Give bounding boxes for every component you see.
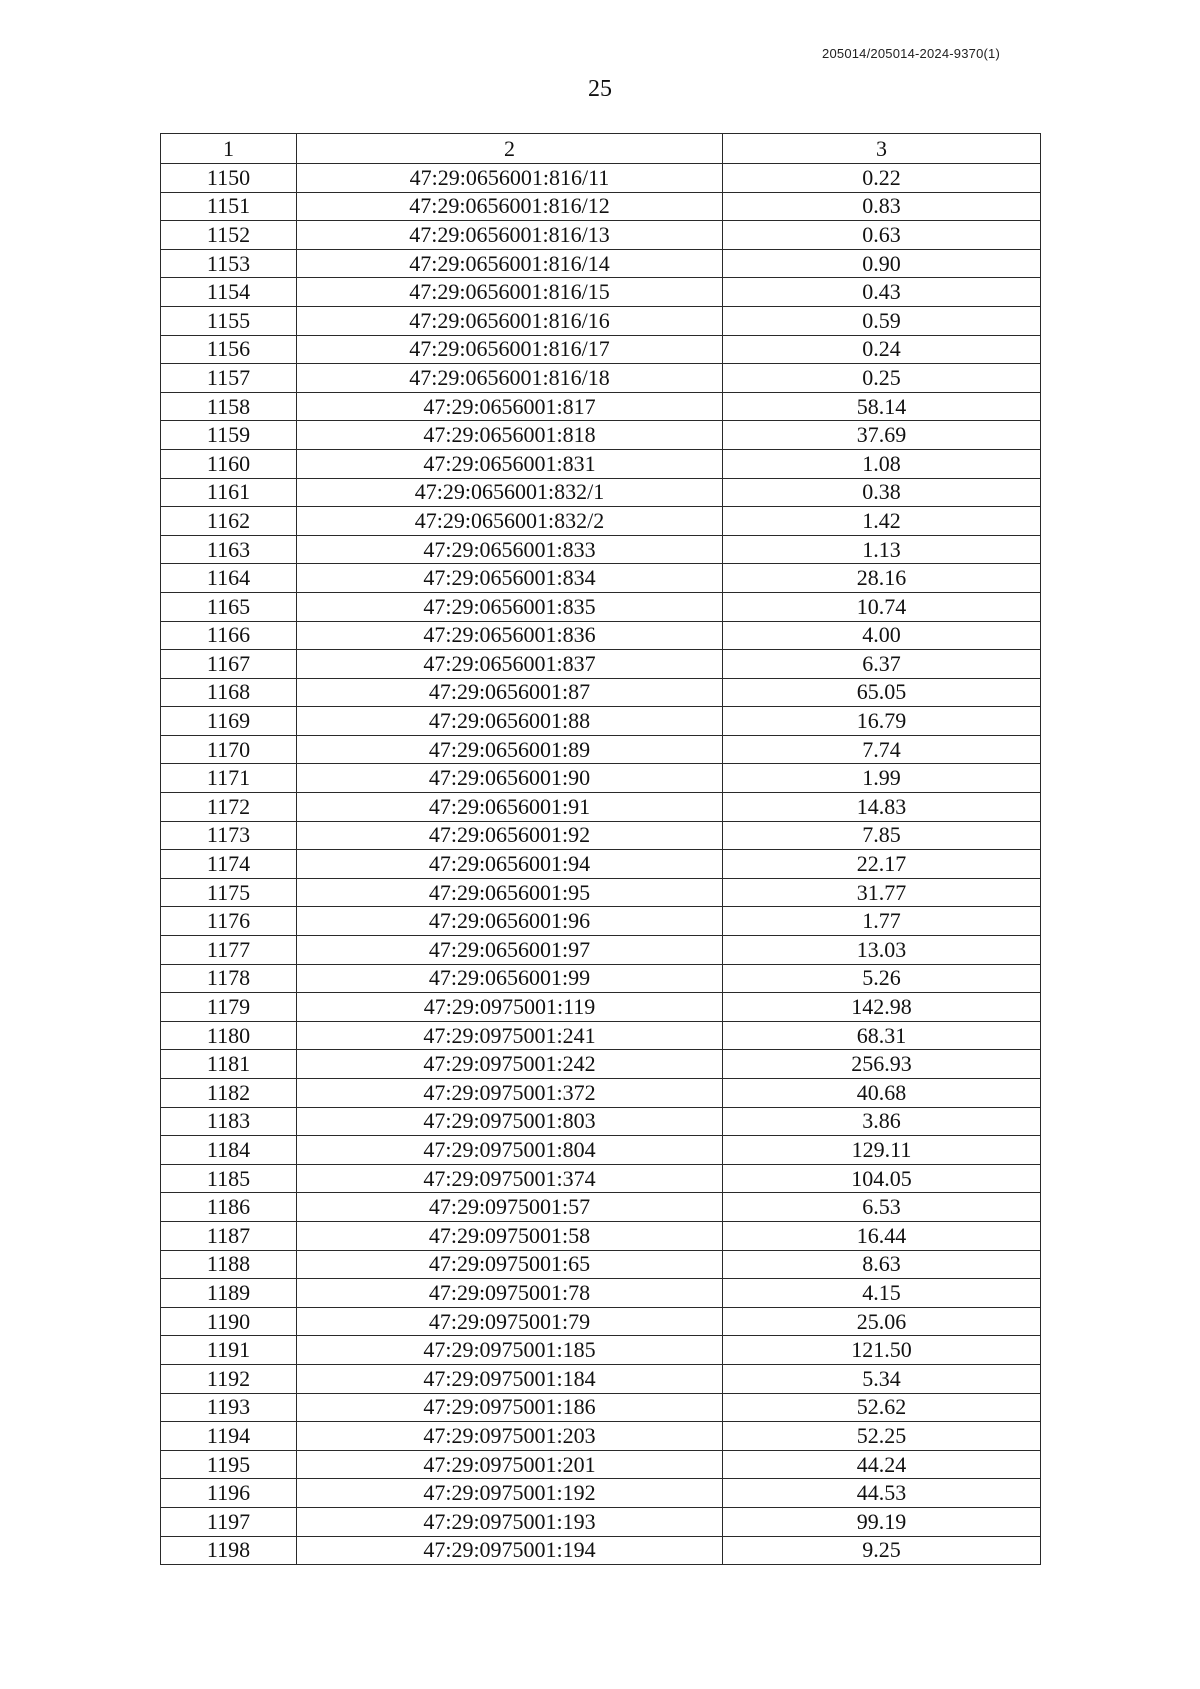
row-number-cell: 1195 — [161, 1450, 297, 1479]
cadastral-number-cell: 47:29:0975001:65 — [297, 1250, 723, 1279]
column-header-3: 3 — [723, 134, 1041, 164]
table-row — [161, 936, 1041, 965]
table-row — [161, 993, 1041, 1022]
cadastral-number-cell: 47:29:0656001:816/18 — [297, 364, 723, 393]
row-number-cell: 1158 — [161, 392, 297, 421]
row-number-cell: 1175 — [161, 878, 297, 907]
table-row — [161, 507, 1041, 536]
cadastral-number-cell: 47:29:0656001:816/11 — [297, 164, 723, 193]
table-row — [161, 278, 1041, 307]
value-cell: 142.98 — [723, 993, 1041, 1022]
value-cell: 52.62 — [723, 1393, 1041, 1422]
cadastral-number-cell: 47:29:0656001:94 — [297, 850, 723, 879]
cadastral-number-cell: 47:29:0656001:833 — [297, 535, 723, 564]
table-row — [161, 392, 1041, 421]
cadastral-number-cell: 47:29:0656001:832/1 — [297, 478, 723, 507]
cadastral-number-cell: 47:29:0656001:831 — [297, 449, 723, 478]
row-number-cell: 1194 — [161, 1422, 297, 1451]
row-number-cell: 1172 — [161, 793, 297, 822]
cadastral-number-cell: 47:29:0975001:186 — [297, 1393, 723, 1422]
table-row — [161, 164, 1041, 193]
cadastral-number-cell: 47:29:0975001:58 — [297, 1221, 723, 1250]
table-body — [161, 164, 1041, 1565]
value-cell: 7.85 — [723, 821, 1041, 850]
row-number-cell: 1187 — [161, 1221, 297, 1250]
cadastral-number-cell: 47:29:0656001:816/15 — [297, 278, 723, 307]
cadastral-number-cell: 47:29:0975001:803 — [297, 1107, 723, 1136]
row-number-cell: 1169 — [161, 707, 297, 736]
cadastral-number-cell: 47:29:0975001:79 — [297, 1307, 723, 1336]
cadastral-number-cell: 47:29:0656001:91 — [297, 793, 723, 822]
table-row — [161, 1536, 1041, 1565]
cadastral-number-cell: 47:29:0975001:372 — [297, 1079, 723, 1108]
cadastral-number-cell: 47:29:0656001:832/2 — [297, 507, 723, 536]
row-number-cell: 1152 — [161, 221, 297, 250]
cadastral-number-cell: 47:29:0975001:192 — [297, 1479, 723, 1508]
table-row — [161, 964, 1041, 993]
value-cell: 44.53 — [723, 1479, 1041, 1508]
value-cell: 37.69 — [723, 421, 1041, 450]
table-row — [161, 678, 1041, 707]
table-row — [161, 1307, 1041, 1336]
table-row — [161, 1221, 1041, 1250]
table-row — [161, 1393, 1041, 1422]
table-row — [161, 1422, 1041, 1451]
table-row — [161, 249, 1041, 278]
table-row — [161, 478, 1041, 507]
table-row — [161, 306, 1041, 335]
cadastral-number-cell: 47:29:0656001:837 — [297, 650, 723, 679]
value-cell: 28.16 — [723, 564, 1041, 593]
row-number-cell: 1166 — [161, 621, 297, 650]
table-row — [161, 650, 1041, 679]
cadastral-number-cell: 47:29:0656001:88 — [297, 707, 723, 736]
table-row — [161, 564, 1041, 593]
table-row — [161, 850, 1041, 879]
row-number-cell: 1182 — [161, 1079, 297, 1108]
cadastral-number-cell: 47:29:0656001:817 — [297, 392, 723, 421]
value-cell: 0.90 — [723, 249, 1041, 278]
document-code: 205014/205014-2024-9370(1) — [822, 46, 1000, 61]
cadastral-number-cell: 47:29:0656001:90 — [297, 764, 723, 793]
cadastral-number-cell: 47:29:0656001:89 — [297, 735, 723, 764]
cadastral-number-cell: 47:29:0975001:241 — [297, 1021, 723, 1050]
row-number-cell: 1159 — [161, 421, 297, 450]
cadastral-number-cell: 47:29:0656001:87 — [297, 678, 723, 707]
row-number-cell: 1196 — [161, 1479, 297, 1508]
row-number-cell: 1185 — [161, 1164, 297, 1193]
row-number-cell: 1151 — [161, 192, 297, 221]
row-number-cell: 1167 — [161, 650, 297, 679]
row-number-cell: 1184 — [161, 1136, 297, 1165]
row-number-cell: 1190 — [161, 1307, 297, 1336]
row-number-cell: 1181 — [161, 1050, 297, 1079]
row-number-cell: 1177 — [161, 936, 297, 965]
row-number-cell: 1178 — [161, 964, 297, 993]
cadastral-number-cell: 47:29:0656001:97 — [297, 936, 723, 965]
value-cell: 0.38 — [723, 478, 1041, 507]
table-row — [161, 907, 1041, 936]
table-row — [161, 764, 1041, 793]
cadastral-number-cell: 47:29:0975001:119 — [297, 993, 723, 1022]
row-number-cell: 1162 — [161, 507, 297, 536]
cadastral-number-cell: 47:29:0975001:804 — [297, 1136, 723, 1165]
value-cell: 0.59 — [723, 306, 1041, 335]
value-cell: 4.15 — [723, 1279, 1041, 1308]
value-cell: 0.25 — [723, 364, 1041, 393]
value-cell: 129.11 — [723, 1136, 1041, 1165]
table-row — [161, 821, 1041, 850]
table-row — [161, 1250, 1041, 1279]
column-header-1: 1 — [161, 134, 297, 164]
value-cell: 0.83 — [723, 192, 1041, 221]
table-row — [161, 1079, 1041, 1108]
table-row — [161, 1279, 1041, 1308]
table-row — [161, 1164, 1041, 1193]
value-cell: 3.86 — [723, 1107, 1041, 1136]
table-row — [161, 1193, 1041, 1222]
row-number-cell: 1176 — [161, 907, 297, 936]
row-number-cell: 1173 — [161, 821, 297, 850]
cadastral-number-cell: 47:29:0656001:96 — [297, 907, 723, 936]
value-cell: 6.53 — [723, 1193, 1041, 1222]
value-cell: 121.50 — [723, 1336, 1041, 1365]
row-number-cell: 1168 — [161, 678, 297, 707]
value-cell: 22.17 — [723, 850, 1041, 879]
cadastral-number-cell: 47:29:0656001:834 — [297, 564, 723, 593]
cadastral-number-cell: 47:29:0656001:95 — [297, 878, 723, 907]
cadastral-number-cell: 47:29:0656001:816/17 — [297, 335, 723, 364]
cadastral-number-cell: 47:29:0975001:185 — [297, 1336, 723, 1365]
table-row — [161, 1450, 1041, 1479]
cadastral-number-cell: 47:29:0975001:374 — [297, 1164, 723, 1193]
table-row — [161, 793, 1041, 822]
table-row — [161, 364, 1041, 393]
row-number-cell: 1165 — [161, 592, 297, 621]
row-number-cell: 1180 — [161, 1021, 297, 1050]
value-cell: 25.06 — [723, 1307, 1041, 1336]
value-cell: 4.00 — [723, 621, 1041, 650]
value-cell: 5.34 — [723, 1364, 1041, 1393]
cadastral-number-cell: 47:29:0656001:816/16 — [297, 306, 723, 335]
row-number-cell: 1154 — [161, 278, 297, 307]
row-number-cell: 1170 — [161, 735, 297, 764]
row-number-cell: 1179 — [161, 993, 297, 1022]
table-row — [161, 335, 1041, 364]
row-number-cell: 1192 — [161, 1364, 297, 1393]
value-cell: 104.05 — [723, 1164, 1041, 1193]
table-row — [161, 221, 1041, 250]
cadastral-number-cell: 47:29:0975001:193 — [297, 1507, 723, 1536]
cadastral-number-cell: 47:29:0975001:57 — [297, 1193, 723, 1222]
row-number-cell: 1161 — [161, 478, 297, 507]
table-row — [161, 1364, 1041, 1393]
value-cell: 58.14 — [723, 392, 1041, 421]
value-cell: 0.63 — [723, 221, 1041, 250]
value-cell: 44.24 — [723, 1450, 1041, 1479]
table-row — [161, 878, 1041, 907]
table-row — [161, 1507, 1041, 1536]
column-header-2: 2 — [297, 134, 723, 164]
row-number-cell: 1160 — [161, 449, 297, 478]
row-number-cell: 1164 — [161, 564, 297, 593]
row-number-cell: 1183 — [161, 1107, 297, 1136]
page-number: 25 — [588, 76, 612, 102]
value-cell: 8.63 — [723, 1250, 1041, 1279]
value-cell: 31.77 — [723, 878, 1041, 907]
row-number-cell: 1171 — [161, 764, 297, 793]
table-row — [161, 707, 1041, 736]
cadastral-number-cell: 47:29:0656001:816/12 — [297, 192, 723, 221]
value-cell: 1.99 — [723, 764, 1041, 793]
row-number-cell: 1186 — [161, 1193, 297, 1222]
value-cell: 9.25 — [723, 1536, 1041, 1565]
row-number-cell: 1163 — [161, 535, 297, 564]
table-row — [161, 192, 1041, 221]
table-row — [161, 1336, 1041, 1365]
value-cell: 14.83 — [723, 793, 1041, 822]
table-header-row — [161, 134, 1041, 164]
value-cell: 68.31 — [723, 1021, 1041, 1050]
table-row — [161, 1479, 1041, 1508]
cadastral-number-cell: 47:29:0656001:816/14 — [297, 249, 723, 278]
row-number-cell: 1189 — [161, 1279, 297, 1308]
table-row — [161, 421, 1041, 450]
table-row — [161, 1107, 1041, 1136]
value-cell: 99.19 — [723, 1507, 1041, 1536]
value-cell: 0.22 — [723, 164, 1041, 193]
row-number-cell: 1155 — [161, 306, 297, 335]
row-number-cell: 1153 — [161, 249, 297, 278]
row-number-cell: 1193 — [161, 1393, 297, 1422]
value-cell: 0.24 — [723, 335, 1041, 364]
value-cell: 0.43 — [723, 278, 1041, 307]
row-number-cell: 1191 — [161, 1336, 297, 1365]
value-cell: 5.26 — [723, 964, 1041, 993]
cadastral-number-cell: 47:29:0975001:242 — [297, 1050, 723, 1079]
table-row — [161, 621, 1041, 650]
row-number-cell: 1197 — [161, 1507, 297, 1536]
row-number-cell: 1198 — [161, 1536, 297, 1565]
value-cell: 52.25 — [723, 1422, 1041, 1451]
value-cell: 16.44 — [723, 1221, 1041, 1250]
cadastral-number-cell: 47:29:0975001:78 — [297, 1279, 723, 1308]
row-number-cell: 1150 — [161, 164, 297, 193]
row-number-cell: 1157 — [161, 364, 297, 393]
value-cell: 7.74 — [723, 735, 1041, 764]
value-cell: 16.79 — [723, 707, 1041, 736]
cadastral-number-cell: 47:29:0656001:816/13 — [297, 221, 723, 250]
value-cell: 40.68 — [723, 1079, 1041, 1108]
value-cell: 1.13 — [723, 535, 1041, 564]
table-row — [161, 592, 1041, 621]
value-cell: 13.03 — [723, 936, 1041, 965]
table-row — [161, 735, 1041, 764]
value-cell: 1.42 — [723, 507, 1041, 536]
cadastral-number-cell: 47:29:0656001:836 — [297, 621, 723, 650]
value-cell: 256.93 — [723, 1050, 1041, 1079]
cadastral-number-cell: 47:29:0656001:92 — [297, 821, 723, 850]
row-number-cell: 1188 — [161, 1250, 297, 1279]
table-row — [161, 1021, 1041, 1050]
cadastral-number-cell: 47:29:0656001:818 — [297, 421, 723, 450]
value-cell: 1.08 — [723, 449, 1041, 478]
table-row — [161, 1050, 1041, 1079]
value-cell: 10.74 — [723, 592, 1041, 621]
row-number-cell: 1174 — [161, 850, 297, 879]
value-cell: 65.05 — [723, 678, 1041, 707]
value-cell: 1.77 — [723, 907, 1041, 936]
value-cell: 6.37 — [723, 650, 1041, 679]
cadastral-number-cell: 47:29:0656001:99 — [297, 964, 723, 993]
cadastral-number-cell: 47:29:0975001:184 — [297, 1364, 723, 1393]
table-row — [161, 1136, 1041, 1165]
cadastral-number-cell: 47:29:0975001:194 — [297, 1536, 723, 1565]
row-number-cell: 1156 — [161, 335, 297, 364]
cadastral-number-cell: 47:29:0975001:201 — [297, 1450, 723, 1479]
table-row — [161, 535, 1041, 564]
data-table — [160, 133, 1041, 1565]
cadastral-number-cell: 47:29:0656001:835 — [297, 592, 723, 621]
table-row — [161, 449, 1041, 478]
cadastral-number-cell: 47:29:0975001:203 — [297, 1422, 723, 1451]
